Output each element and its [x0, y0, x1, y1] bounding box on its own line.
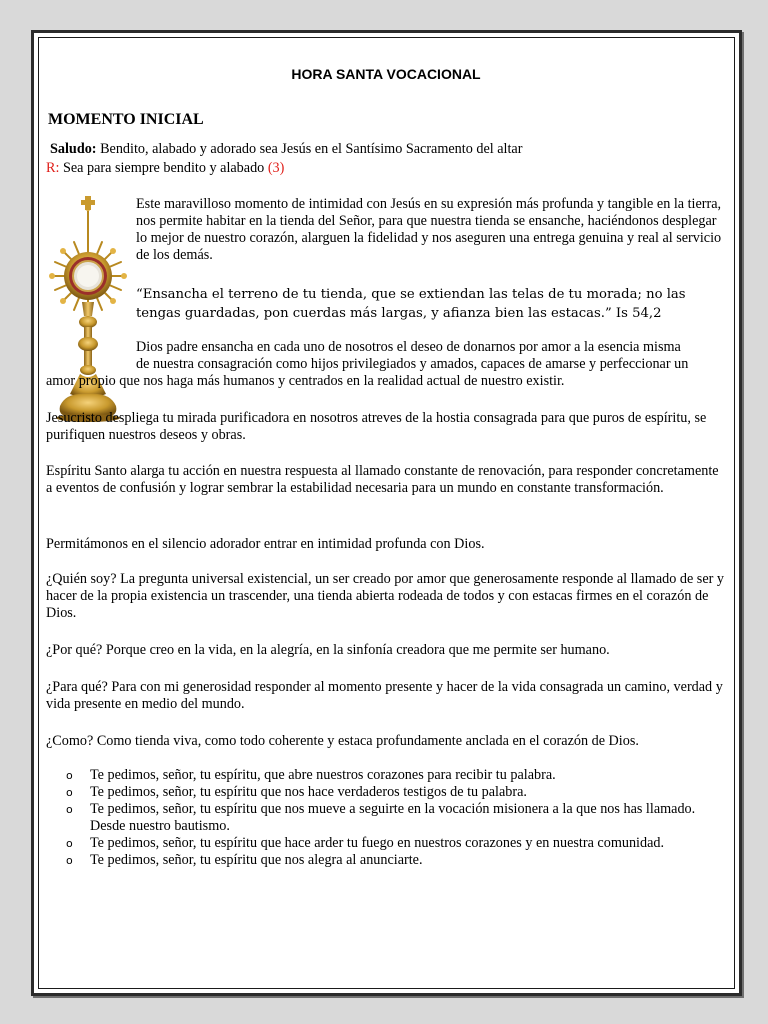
- response-label: R:: [46, 160, 60, 176]
- petition-item: [46, 767, 726, 784]
- petition-text: Te pedimos, señor, tu espíritu que nos mueve a seguirte en la vocación misionera a la que nos has llamado. Desde nuestro bautismo.: [90, 801, 696, 834]
- como-paragraph: ¿Como? Como tienda viva, como todo coherente y estaca profundamente anclada en el corazón de Dios.: [46, 733, 639, 749]
- petition-text: Te pedimos, señor, tu espíritu que hace arder tu fuego en nuestros corazones y en nuestra comunidad.: [90, 835, 665, 851]
- bullet-marker: o: [66, 803, 73, 816]
- espiritu-paragraph: Espíritu Santo alarga tu acción en nuestra respuesta al llamado constante de renovación, para responder concretamente a eventos de confusión y lograr sembrar la estabilidad necesaria para un mundo en constante transformación.: [46, 463, 719, 496]
- document-title: HORA SANTA VOCACIONAL: [291, 66, 481, 82]
- petition-item: [46, 801, 726, 835]
- dios-padre-line: amor propio que nos haga más humanos y centrados en la realidad actual de nuestro existir.: [46, 373, 565, 389]
- dios-padre-line: de nuestra consagración como hijos privilegiados y amados, capaces de amarse y perfeccionar un: [136, 356, 689, 372]
- dios-padre-line: Dios padre ensancha en cada uno de nosotros el deseo de donarnos por amor a la esencia misma: [136, 339, 681, 355]
- response-line: [46, 160, 284, 177]
- bullet-marker: o: [66, 837, 73, 850]
- petition-text: Te pedimos, señor, tu espíritu, que abre nuestros corazones para recibir tu palabra.: [90, 767, 556, 783]
- petition-item: [46, 852, 726, 869]
- bullet-marker: o: [66, 854, 73, 867]
- petition-item: [46, 835, 726, 852]
- petition-item: [46, 784, 726, 801]
- quien-paragraph: ¿Quién soy? La pregunta universal existencial, un ser creado por amor que generosamente responde al llamado de ser y hacer de la propia existencia un trascender, una tienda abierta rodeada de todos y con estacas firmes en el corazón de Dios.: [46, 571, 724, 621]
- saludo-line: [50, 141, 522, 158]
- response-text: Sea para siempre bendito y alabado: [59, 160, 268, 176]
- para-que-paragraph: ¿Para qué? Para con mi generosidad responder al momento presente y hacer de la vida consagrada un camino, verdad y vida presente en medio del mundo.: [46, 679, 723, 712]
- response-count: (3): [267, 160, 285, 176]
- saludo-text: Bendito, alabado y adorado sea Jesús en el Santísimo Sacramento del altar: [96, 141, 523, 157]
- section-title: MOMENTO INICIAL: [48, 111, 204, 128]
- scripture-quote: “Ensancha el terreno de tu tienda, que se extiendan las telas de tu morada; no las tengas guardadas, pon cuerdas más largas, y afianza bien las estacas.” Is 54,2: [136, 287, 686, 321]
- petition-text: Te pedimos, señor, tu espíritu que nos hace verdaderos testigos de tu palabra.: [90, 784, 527, 800]
- bullet-marker: o: [66, 769, 73, 782]
- por-que-paragraph: ¿Por qué? Porque creo en la vida, en la alegría, en la sinfonía creadora que me permite ser humano.: [46, 642, 610, 658]
- intro-paragraph: Este maravilloso momento de intimidad con Jesús en su expresión más profunda y tangible en la tierra, nos permite habitar en la tienda del Señor, para que nuestra tienda se ensanche, haciéndonos desplegar lo mejor de nuestro corazón, alarguen la fidelidad y nos aseguren una entrega genuina y real al servicio de los demás.: [136, 196, 722, 263]
- dios-padre-paragraph: [46, 339, 726, 390]
- silencio-paragraph: Permitámonos en el silencio adorador entrar en intimidad profunda con Dios.: [46, 536, 485, 552]
- petition-text: Te pedimos, señor, tu espíritu que nos alegra al anunciarte.: [90, 852, 423, 868]
- saludo-label: Saludo:: [50, 141, 97, 157]
- bullet-marker: o: [66, 786, 73, 799]
- petitions-list: [46, 767, 726, 869]
- jesucristo-paragraph: Jesucristo despliega tu mirada purificadora en nosotros atreves de la hostia consagrada para que puros de espíritu, se purifiquen nuestros deseos y obras.: [46, 410, 707, 443]
